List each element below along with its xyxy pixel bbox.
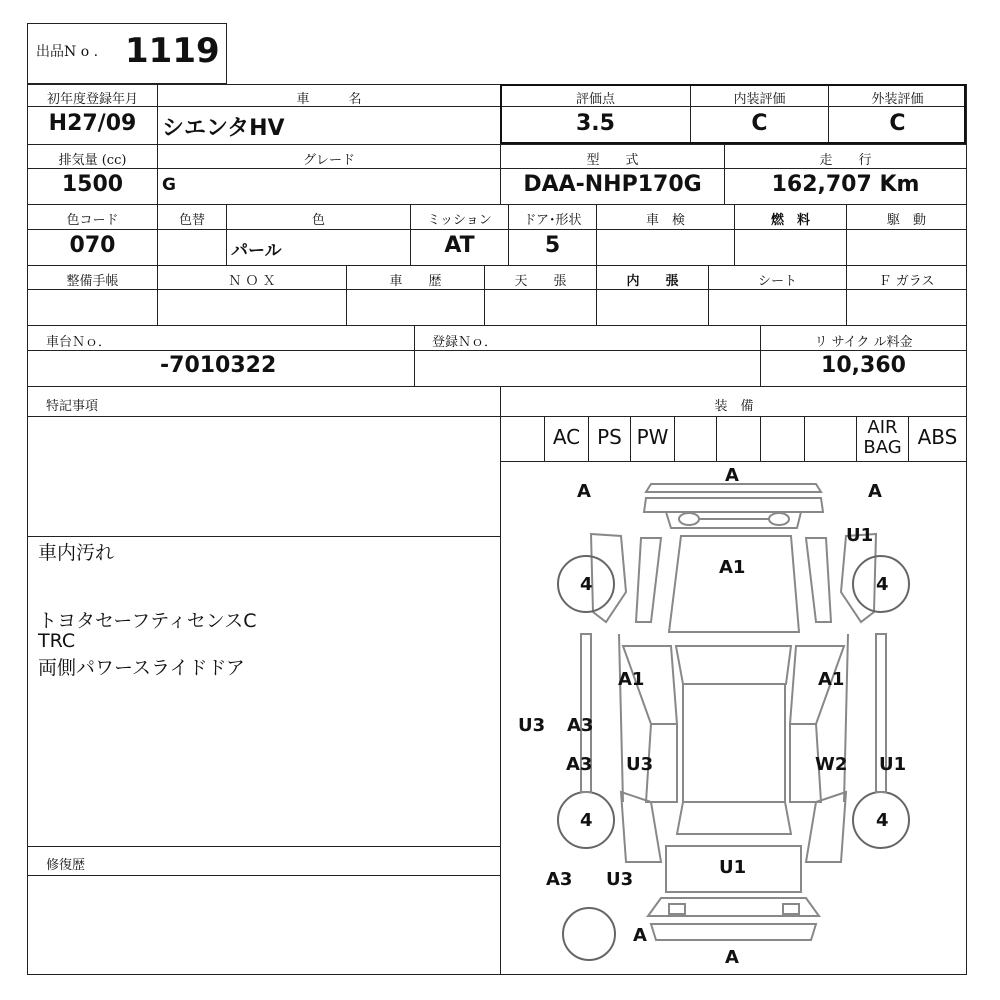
first-reg-label: 初年度登録年月 [46,92,138,107]
maintenance-label: 整備手帳 [66,274,119,289]
mark-rear-left-quarter: U3 [606,869,634,890]
registration-label: 登録Ｎｏ． [432,335,498,350]
first-reg-value: H27/09 [48,111,137,136]
mark-front-right: A [868,481,882,502]
displacement-value: 1500 [61,172,124,197]
lot-number-value: 1119 [125,31,220,71]
notes-line-1: 車内汚れ [38,542,115,564]
mark-right-fender: U1 [846,525,874,546]
history-label: 車 歴 [389,274,442,289]
exterior-label: 外装評価 [871,92,924,107]
nox-label: Ｎ Ｏ Ｘ [228,274,276,289]
color-code-value: 070 [69,233,116,258]
inspection-label: 車 検 [645,213,685,228]
interior-lining-label: 内 張 [626,274,679,289]
notes-line-3: TRC [38,630,76,652]
chassis-value: -7010322 [160,353,277,378]
roof-label: 天 張 [514,274,567,289]
mark-right-front-door: A1 [818,669,845,690]
exterior-value: C [889,111,906,136]
chassis-label: 車台Ｎｏ． [46,335,112,350]
car-name-value: シエンタHV [162,116,285,141]
model-label: 型 式 [586,153,639,168]
mark-left-rocker: U3 [518,715,546,736]
seat-label: シート [757,274,797,289]
lot-number-label: 出品N o . [36,44,99,60]
equip-airbag-1: AIR [867,417,898,438]
equip-pw: PW [636,425,669,449]
doors-label: ドア･形状 [523,213,582,228]
drive-label: 駆 動 [886,213,926,228]
interior-value: C [751,111,768,136]
tire-rl: 4 [580,810,593,831]
tire-rr: 4 [876,810,889,831]
equip-ps: PS [597,425,622,449]
mark-left-rear-door: A3 [566,754,593,775]
equip-airbag-2: BAG [863,437,902,458]
grade-label: グレード [302,153,355,168]
mark-hood: A1 [719,557,746,578]
fuel-label: 燃 料 [770,213,810,228]
interior-label: 内装評価 [733,92,786,107]
notes-line-4: 両側パワースライドドア [38,657,245,679]
mark-left-rear-door2: U3 [626,754,654,775]
equip-abs: ABS [917,425,958,449]
repair-history-label: 修復歴 [46,858,86,873]
repaint-label: 色替 [178,213,205,228]
grade-value: G [162,175,176,195]
mark-left-front-door2: A3 [567,715,594,736]
mileage-value: 162,707 Km [771,172,920,197]
mark-rear-bumper-left: A [633,925,647,946]
mark-front-left: A [577,481,591,502]
notes-line-2: トヨタセーフティセンスC [38,610,257,632]
displacement-label: 排気量 (cc) [58,153,127,168]
mark-rear-center: A [725,947,739,968]
mark-right-rear-door: W2 [815,754,848,775]
mark-front-center: A [725,465,739,486]
model-value: DAA-NHP170G [523,172,702,197]
mark-left-front-door: A1 [618,669,645,690]
recycle-label: リ サイク ル料金 [814,335,913,350]
glass-label: Ｆ ガラス [878,274,935,289]
score-value: 3.5 [576,111,615,136]
mark-tailgate: U1 [719,857,747,878]
transmission-label: ミッション [427,213,492,228]
doors-value: 5 [544,233,561,258]
transmission-value: AT [444,233,475,258]
color-code-label: 色コード [66,213,119,228]
notes-label: 特記事項 [46,399,99,414]
mileage-label: 走 行 [819,153,872,168]
mark-rear-left-bumper: A3 [546,869,573,890]
equip-ac: AC [552,425,581,449]
equipment-label: 装 備 [714,399,754,414]
score-label: 評価点 [575,92,615,107]
tire-fl: 4 [580,574,593,595]
color-value: パール [231,241,282,261]
color-label: 色 [311,213,325,228]
tire-fr: 4 [876,574,889,595]
mark-right-rear-quarter: U1 [879,754,907,775]
car-name-label: 車 名 [296,92,362,107]
recycle-value: 10,360 [821,353,906,378]
